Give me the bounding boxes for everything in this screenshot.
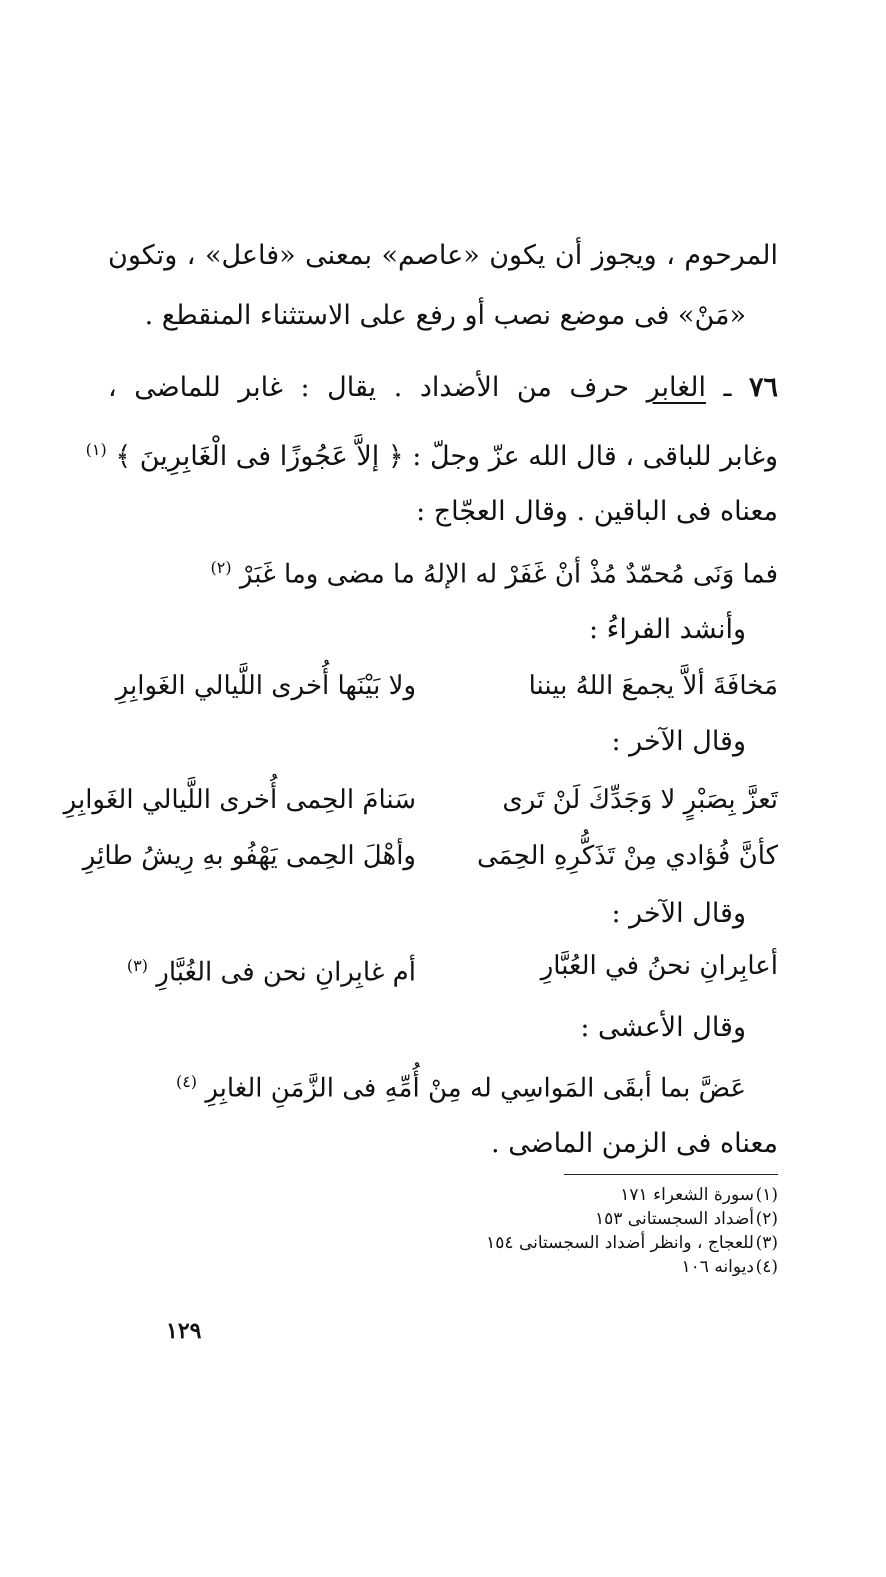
footnote-3-text: للعجاج ، وانظر أضداد السجستانى ١٥٤ bbox=[486, 1233, 754, 1253]
intro-other-1: وقال الآخر : bbox=[611, 726, 746, 757]
verse-5-first-hemistich: أعابِرانِ نحنُ في العُبَّارِ bbox=[540, 951, 778, 981]
footnote-1-text: سورة الشعراء ١٧١ bbox=[620, 1185, 754, 1205]
footnote-ref-4: (٤) bbox=[175, 1072, 198, 1091]
footnote-ref-3: (٣) bbox=[126, 956, 148, 975]
body-line-1: المرحوم ، ويجوز أن يكون «عاصم» بمعنى «فاعل» ، وتكون bbox=[108, 240, 778, 271]
footnote-1-number: (١) bbox=[755, 1185, 778, 1205]
verse-5-second-hemistich bbox=[106, 946, 416, 993]
verse-2-first-hemistich: مَخافَةَ ألاَّ يجمعَ اللهُ بيننا bbox=[528, 671, 778, 701]
footnote-divider bbox=[564, 1174, 778, 1175]
verse-4-first-hemistich: كأنَّ فُؤادي مِنْ تَذَكُّرِهِ الحِمَى bbox=[476, 841, 778, 871]
verse-5-second-text: أم غابِرانِ نحن فى الغُبَّارِ bbox=[156, 957, 416, 988]
footnote-4-text: ديوانه ١٠٦ bbox=[681, 1257, 754, 1277]
intro-farra: وأنشد الفراءُ : bbox=[588, 614, 746, 645]
intro-other-2: وقال الآخر : bbox=[611, 898, 746, 929]
footnote-ref-2: (٢) bbox=[210, 558, 232, 577]
verse-3-second-hemistich: سَنامَ الحِمى أُخرى اللَّيالي الغَوابِرِ bbox=[63, 785, 416, 815]
body-line-2: «مَنْ» فى موضع نصب أو رفع على الاستثناء المنقطع . bbox=[144, 300, 746, 331]
footnote-2-number: (٢) bbox=[755, 1209, 778, 1229]
footnote-2-text: أضداد السجستانى ١٥٣ bbox=[594, 1209, 754, 1229]
footnote-3-number: (٣) bbox=[755, 1233, 778, 1253]
verse-6-text: عَضَّ بما أبقَى المَواسِي له مِنْ أُمِّهِ فى الزَّمَنِ الغابِرِ bbox=[205, 1073, 746, 1104]
verse-2-second-hemistich: ولا بَيْنَها أُخرى اللَّيالي الغَوابِرِ bbox=[115, 671, 416, 701]
verse-6 bbox=[176, 1062, 746, 1109]
entry-76-line-2 bbox=[86, 430, 778, 477]
verse-1-text: فما وَنَى مُحمّدٌ مُذْ أنْ غَفَرْ له الإلهُ ما مضى وما غَبَرْ bbox=[239, 559, 778, 590]
verse-3-first-hemistich: تَعزَّ بِصَبْرٍ لا وَجَدِّكَ لَنْ تَرى bbox=[502, 785, 778, 815]
closing-line: معناه فى الزمن الماضى . bbox=[491, 1128, 778, 1159]
entry-76-line-3: معناه فى الباقين . وقال العجّاج : bbox=[416, 496, 778, 527]
quran-quote-line: وغابر للباقى ، قال الله عزّ وجلّ : ﴿ إلاَّ عَجُوزًا فى الْغَابِرِينَ ﴾ bbox=[115, 441, 778, 472]
entry-dash: ـ bbox=[705, 372, 732, 403]
verse-4-second-hemistich: وأهْلَ الحِمى يَهْفُو بهِ رِيشُ طائِرِ bbox=[82, 841, 416, 871]
entry-line-1-rest: حرف من الأضداد . يقال : غابر للماضى ، bbox=[108, 372, 630, 403]
footnote-4-number: (٤) bbox=[755, 1257, 778, 1277]
page-number: ١٢٩ bbox=[166, 1318, 202, 1344]
entry-76-line-1 bbox=[108, 368, 778, 408]
footnote-ref-1: (١) bbox=[85, 440, 107, 459]
entry-headword: الغابر bbox=[646, 372, 706, 403]
intro-asha: وقال الأعشى : bbox=[580, 1012, 746, 1043]
verse-1 bbox=[211, 548, 778, 595]
entry-number: ٧٦ bbox=[748, 372, 778, 403]
